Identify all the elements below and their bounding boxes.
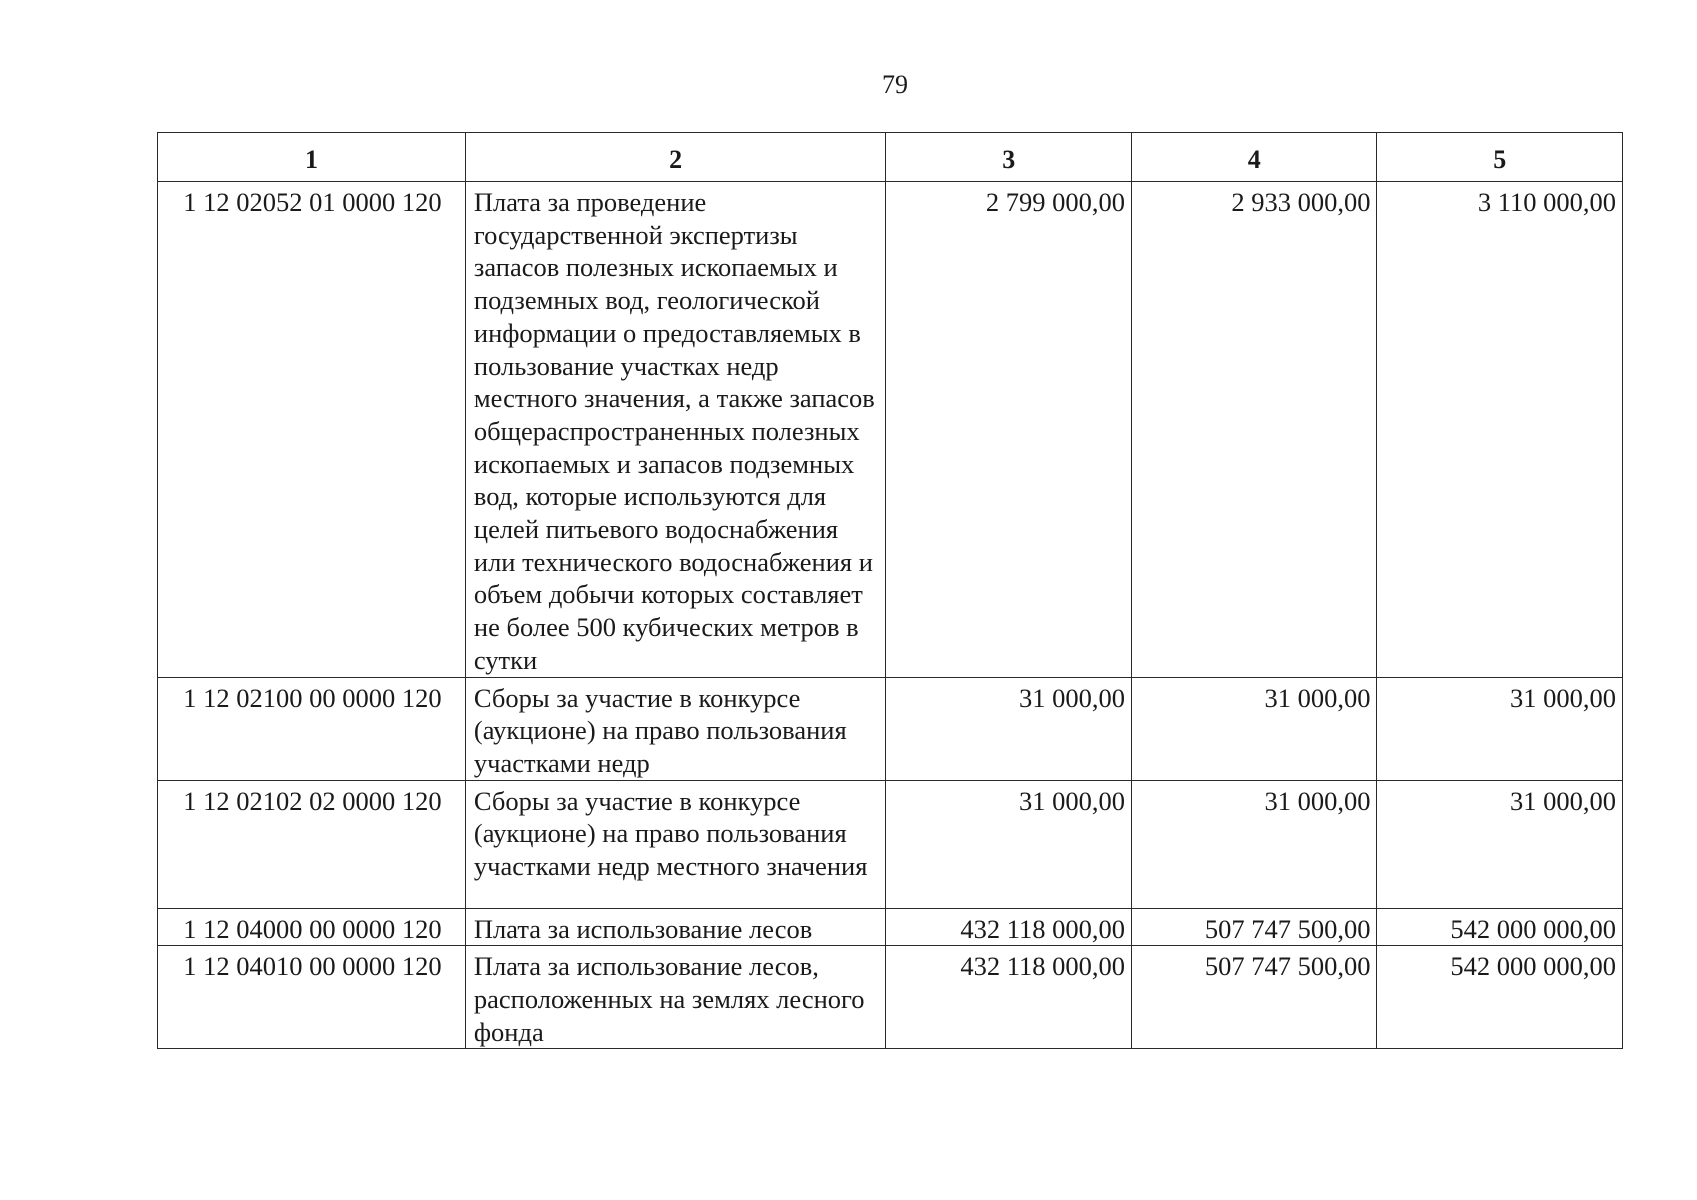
- row-value-col3: 432 118 000,00: [886, 908, 1132, 946]
- row-value-col4: 31 000,00: [1131, 677, 1377, 780]
- row-value-col4: 507 747 500,00: [1131, 908, 1377, 946]
- row-name: Плата за использование лесов: [465, 908, 886, 946]
- row-code: 1 12 02100 00 0000 120: [158, 677, 466, 780]
- row-name: Плата за использование лесов, расположенных на землях лесного фонда: [465, 946, 886, 1049]
- row-value-col4: 31 000,00: [1131, 780, 1377, 908]
- row-value-col4: 507 747 500,00: [1131, 946, 1377, 1049]
- table-header-row: [158, 133, 1623, 182]
- row-value-col4: 2 933 000,00: [1131, 182, 1377, 678]
- row-name: Сборы за участие в конкурсе (аукционе) на право пользования участками недр местного значения: [465, 780, 886, 908]
- row-code: 1 12 02102 02 0000 120: [158, 780, 466, 908]
- row-value-col3: 2 799 000,00: [886, 182, 1132, 678]
- row-name: Сборы за участие в конкурсе (аукционе) на право пользования участками недр: [465, 677, 886, 780]
- header-col-4: 4: [1131, 133, 1377, 182]
- row-name: Плата за проведение государственной экспертизы запасов полезных ископаемых и подземных вод, геологической информации о предоставляемых в пользование участках недр местного значения, а также запасов общераспространенных полезных ископаемых и запасов подземных вод, которые используются для целей питьевого водоснабжения или технического водоснабжения и объем добычи которых составляет не более 500 кубических метров в сутки: [465, 182, 886, 678]
- row-code: 1 12 04010 00 0000 120: [158, 946, 466, 1049]
- header-col-2: 2: [465, 133, 886, 182]
- header-col-3: 3: [886, 133, 1132, 182]
- budget-table: [157, 132, 1623, 1049]
- row-code: 1 12 02052 01 0000 120: [158, 182, 466, 678]
- page-number: 79: [882, 70, 908, 99]
- row-value-col3: 31 000,00: [886, 677, 1132, 780]
- table-row: [158, 780, 1623, 908]
- header-col-1: 1: [158, 133, 466, 182]
- row-code: 1 12 04000 00 0000 120: [158, 908, 466, 946]
- table-row: [158, 182, 1623, 678]
- row-value-col5: 31 000,00: [1377, 780, 1623, 908]
- row-value-col3: 432 118 000,00: [886, 946, 1132, 1049]
- row-value-col5: 542 000 000,00: [1377, 946, 1623, 1049]
- table-row: [158, 908, 1623, 946]
- row-value-col5: 542 000 000,00: [1377, 908, 1623, 946]
- table-row: [158, 946, 1623, 1049]
- header-col-5: 5: [1377, 133, 1623, 182]
- table-row: [158, 677, 1623, 780]
- row-value-col5: 31 000,00: [1377, 677, 1623, 780]
- row-value-col5: 3 110 000,00: [1377, 182, 1623, 678]
- row-value-col3: 31 000,00: [886, 780, 1132, 908]
